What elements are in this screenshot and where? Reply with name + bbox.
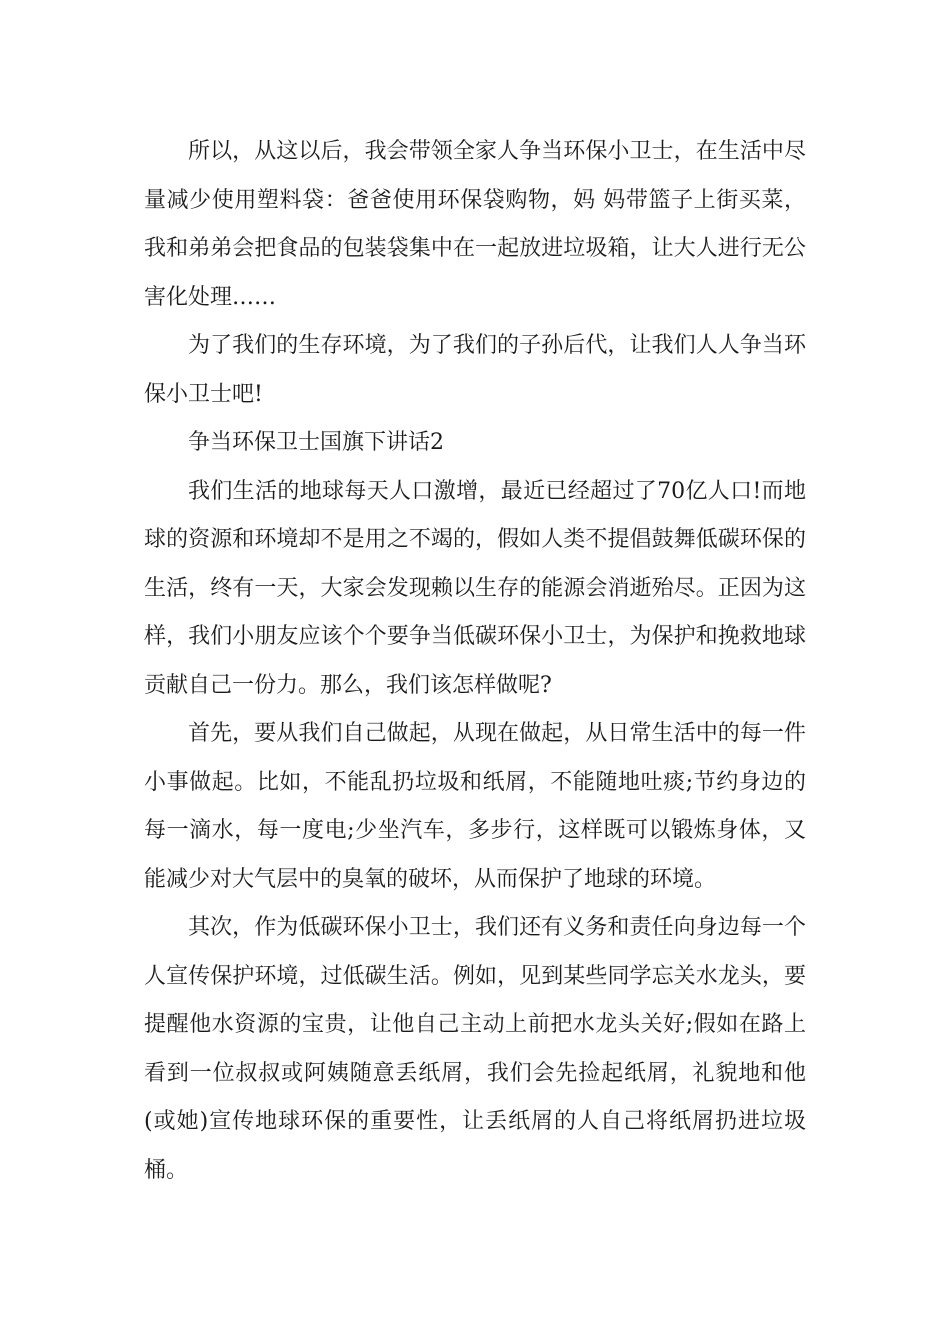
document-body bbox=[144, 128, 806, 1195]
paragraph-commitment: 所以，从这以后，我会带领全家人争当环保小卫士，在生活中尽量减少使用塑料袋：爸爸使用环保袋购物，妈 妈带篮子上街买菜，我和弟弟会把食品的包装袋集中在一起放进垃圾箱，让大人进行无公害化处理…… bbox=[144, 139, 806, 310]
section-heading: 争当环保卫士国旗下讲话2 bbox=[188, 430, 444, 455]
paragraph-second-step: 其次，作为低碳环保小卫士，我们还有义务和责任向身边每一个人宣传保护环境，过低碳生活。例如，见到某些同学忘关水龙头，要提醒他水资源的宝贵，让他自己主动上前把水龙头关好;假如在路上看到一位叔叔或阿姨随意丢纸屑，我们会先捡起纸屑，礼貌地和他(或她)宣传地球环保的重要性，让丢纸屑的人自己将纸屑扔进垃圾桶。 bbox=[144, 915, 806, 1183]
paragraph-earth-population: 我们生活的地球每天人口激增，最近已经超过了70亿人口!而地球的资源和环境却不是用之不竭的，假如人类不提倡鼓舞低碳环保的生活，终有一天，大家会发现赖以生存的能源会消逝殆尽。正因为这样，我们小朋友应该个个要争当低碳环保小卫士，为保护和挽救地球贡献自己一份力。那么，我们该怎样做呢? bbox=[144, 478, 806, 698]
paragraph-first-step: 首先，要从我们自己做起，从现在做起，从日常生活中的每一件小事做起。比如，不能乱扔垃圾和纸屑，不能随地吐痰;节约身边的每一滴水，每一度电;少坐汽车，多步行，这样既可以锻炼身体，又能减少对大气层中的臭氧的破坏，从而保护了地球的环境。 bbox=[144, 721, 806, 892]
paragraph-call-to-action: 为了我们的生存环境，为了我们的子孙后代，让我们人人争当环保小卫士吧! bbox=[144, 333, 806, 407]
